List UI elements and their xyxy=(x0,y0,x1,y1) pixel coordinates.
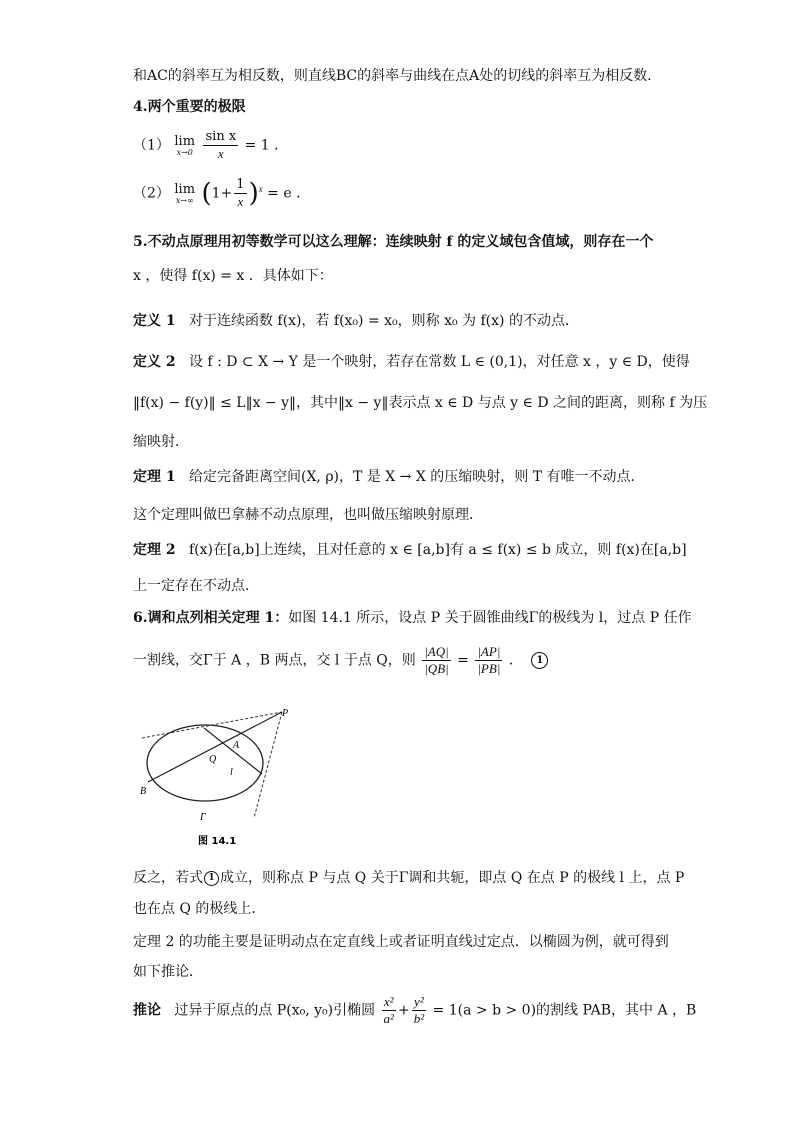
theorem-2: 定理 2 f(x)在[a,b]上连续，且对任意的 x ∈ [a,b]有 a ≤ f(x) ≤ b 成立，则 f(x)在[a,b] xyxy=(133,542,687,558)
ellipse-gamma xyxy=(147,725,263,801)
theorem-1: 定理 1 给定完备距离空间(X, ρ)，T 是 X → X 的压缩映射，则 T 有唯一不动点． xyxy=(133,469,645,485)
definition-2-line-3: 缩映射． xyxy=(133,434,189,450)
section-5-line-1: 5.不动点原理用初等数学可以这么理解：连续映射 f 的定义域包含值域，则存在一个 xyxy=(133,234,654,250)
converse-line-2: 也在点 Q 的极线上． xyxy=(133,901,266,917)
polar-line xyxy=(204,728,262,774)
label-q: Q xyxy=(209,754,217,765)
section-6-line-2: 一割线，交Γ于 A ，B 两点，交 l 于点 Q，则 $\frac{|AQ|}{|QB|}$ = $\frac{|AP|}{|PB|}$ ． 1 xyxy=(133,644,548,677)
limit-2: （2） lim x→∞ (1+ $\frac{1}{x}$ )$^x$ = e ． xyxy=(133,177,311,209)
definition-1: 定义 1 对于连续函数 f(x)，若 f(x₀) = x₀，则称 x₀ 为 f(x) 的不动点． xyxy=(133,313,579,329)
definition-2: 定义 2 设 f : D ⊂ X → Y 是一个映射，若存在常数 L ∈ (0,1)，对任意 x ，y ∈ D，使得 xyxy=(133,354,690,370)
banach-note: 这个定理叫做巴拿赫不动点原理，也叫做压缩映射原理． xyxy=(133,507,483,523)
theorem-2-line-2: 上一定存在不动点． xyxy=(133,578,259,594)
definition-2-line-2: ‖f(x) − f(y)‖ ≤ L‖x − y‖，其中‖x − y‖表示点 x ∈ D 与点 y ∈ D 之间的距离，则称 f 为压 xyxy=(133,395,708,411)
label-a: A xyxy=(233,740,240,751)
limit-1-fraction: $\frac{\text{sin x}}{x}$ xyxy=(205,129,237,161)
equation-marker-1: 1 xyxy=(531,652,548,669)
section-6-line-1: 6.调和点列相关定理 1：如图 14.1 所示，设点 P 关于圆锥曲线Γ的极线为 l，过点 P 任作 xyxy=(133,610,692,626)
theorem-2-function-line-2: 如下推论． xyxy=(133,964,203,980)
figure-caption: 图 14.1 xyxy=(198,836,237,847)
paragraph-continuation: 和AC的斜率互为相反数，则直线BC的斜率与曲线在点A处的切线的斜率互为相反数． xyxy=(133,68,662,84)
corollary: 推论 过异于原点的点 P(x₀, y₀)引椭圆 $\frac{\text{x²}}{\text{a²}}$ + $\frac{\text{y²}}{\text{b²}}$ = 1(a > b > 0)的割线 PAB，其中 A ，B xyxy=(133,994,697,1026)
ratio-aq-qb: $\frac{|AQ|}{|QB|}$ xyxy=(424,644,449,676)
ratio-ap-pb: $\frac{|AP|}{|PB|}$ xyxy=(477,644,501,676)
section-4-title: 4.两个重要的极限 xyxy=(133,99,246,115)
tangent-line-lower xyxy=(254,712,282,818)
converse-line-1: 反之，若式 1 成立，则称点 P 与点 Q 关于Γ调和共轭，即点 Q 在点 P 的极线 l 上，点 P xyxy=(133,870,685,886)
label-l: l xyxy=(230,767,233,778)
label-p: P xyxy=(282,708,289,719)
label-gamma: Γ xyxy=(200,812,206,823)
theorem-2-function-line-1: 定理 2 的功能主要是证明动点在定直线上或者证明直线过定点．以椭圆为例，就可得到 xyxy=(133,934,669,950)
figure-14-1 xyxy=(138,700,298,850)
label-b: B xyxy=(140,786,147,797)
section-5-line-2: x ，使得 f(x) = x ．具体如下： xyxy=(133,268,333,284)
limit-1: （1） lim x→0 $\frac{\text{sin x}}{x}$ = 1 ． xyxy=(133,129,289,161)
